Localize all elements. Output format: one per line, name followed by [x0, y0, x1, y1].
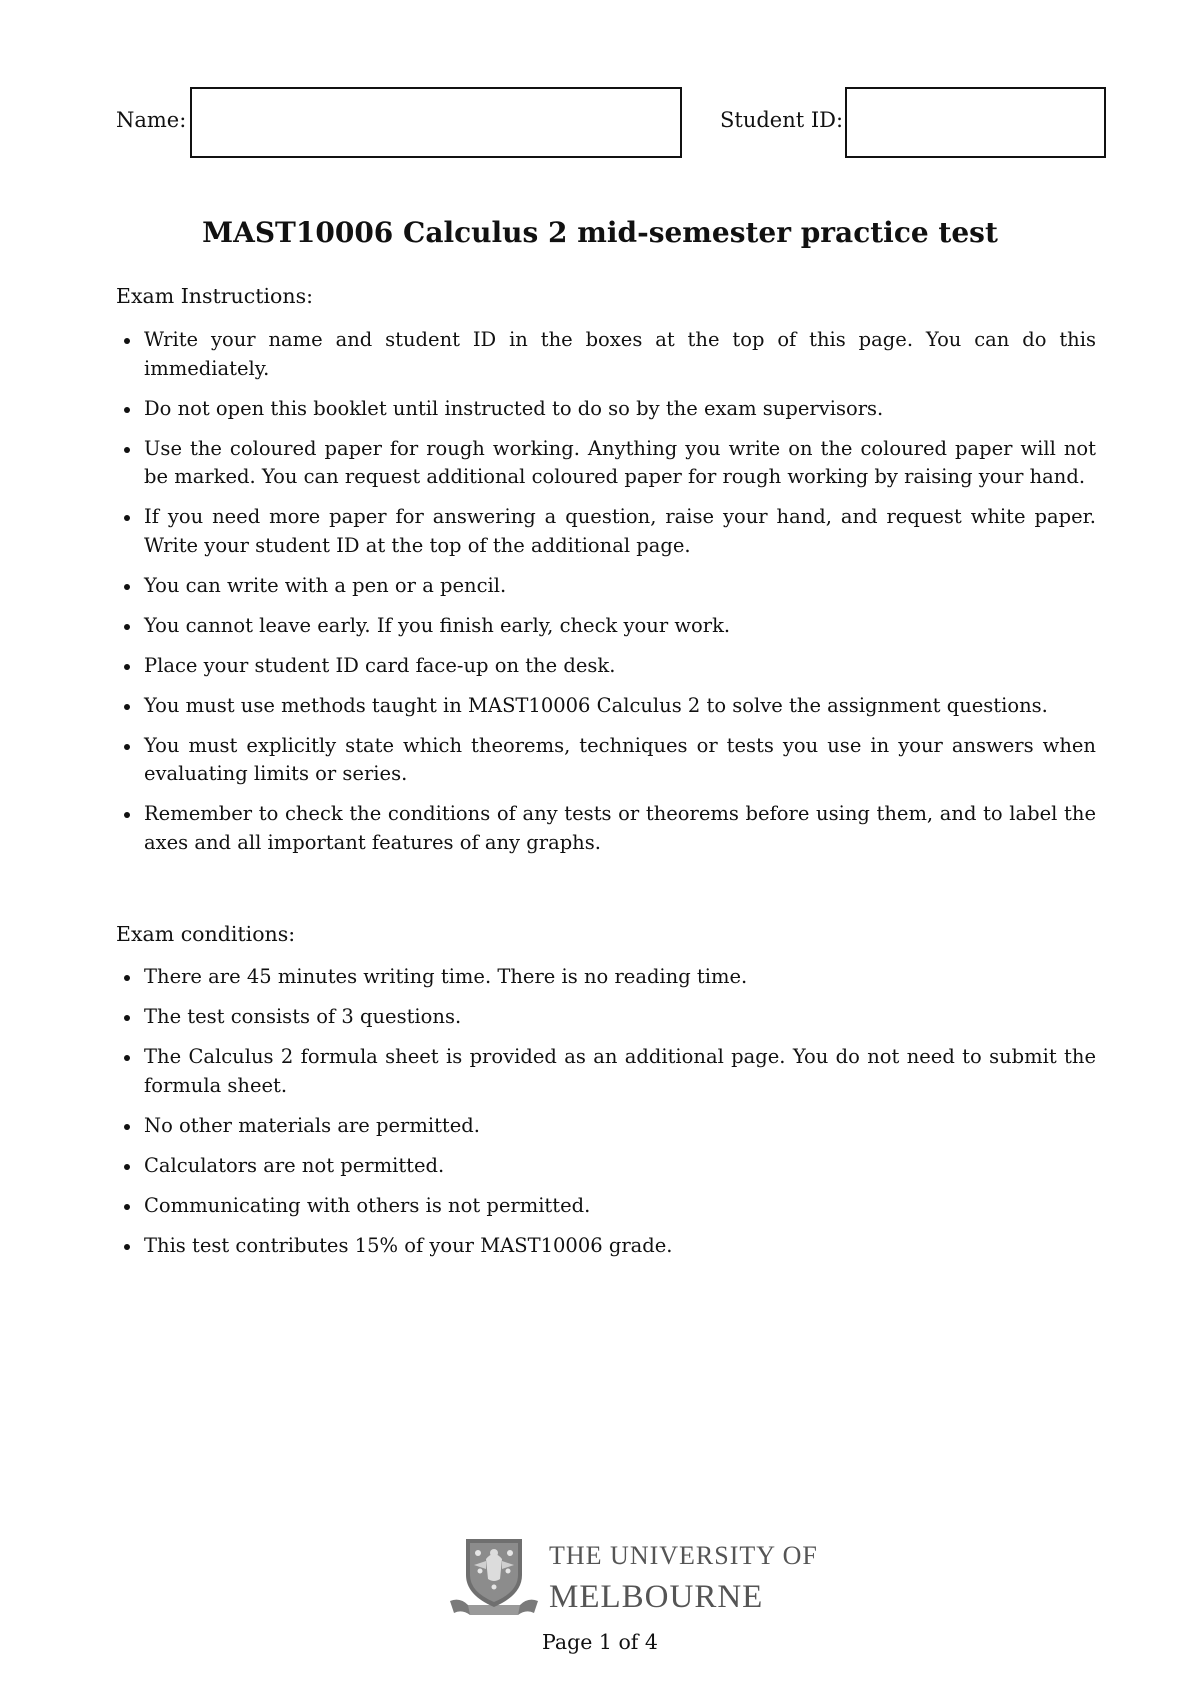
name-field[interactable] [190, 87, 682, 158]
university-crest-icon [446, 1535, 542, 1621]
list-item-text: If you need more paper for answering a question, raise your hand, and request white paper. Write your student ID at the top of the additional page. [144, 505, 1096, 557]
list-item-text: You must explicitly state which theorems, techniques or tests you use in your answers when evaluating limits or series. [144, 733, 1096, 785]
conditions-heading: Exam conditions: [116, 922, 296, 946]
list-item-text: The test consists of 3 questions. [144, 1005, 462, 1028]
list-item [116, 732, 1096, 789]
list-item-text: No other materials are permitted. [144, 1113, 480, 1137]
instructions-heading: Exam Instructions: [116, 284, 314, 308]
list-item [116, 1112, 1096, 1141]
bullet-icon [124, 338, 130, 344]
list-item [116, 652, 1096, 681]
bullet-icon [124, 1164, 130, 1170]
list-item-text: Communicating with others is not permitted. [144, 1193, 591, 1217]
list-item-text: There are 45 minutes writing time. There is no reading time. [144, 965, 748, 988]
list-item [116, 326, 1096, 383]
list-item-text: Place your student ID card face-up on the desk. [144, 653, 616, 677]
page-title: MAST10006 Calculus 2 mid-semester practice test [202, 216, 998, 249]
page-number: Page 1 of 4 [542, 1630, 658, 1654]
bullet-icon [124, 515, 130, 521]
list-item [116, 503, 1096, 560]
bullet-icon [124, 407, 130, 413]
list-item [116, 800, 1096, 857]
list-item [116, 1003, 1096, 1032]
bullet-icon [124, 812, 130, 818]
bullet-icon [124, 1015, 130, 1021]
logo-text-line2: MELBOURNE [549, 1579, 764, 1615]
bullet-icon [124, 1204, 130, 1210]
list-item [116, 395, 1096, 424]
instructions-list [116, 326, 1096, 869]
bullet-icon [124, 744, 130, 750]
list-item-text: You cannot leave early. If you finish early, check your work. [144, 613, 731, 637]
list-item-text: You can write with a pen or a pencil. [144, 573, 507, 597]
bullet-icon [124, 624, 130, 630]
name-label: Name: [116, 108, 187, 132]
list-item [116, 435, 1096, 492]
university-logo [446, 1535, 818, 1621]
list-item-text: Do not open this booklet until instructed to do so by the exam supervisors. [144, 396, 884, 420]
list-item-text: Calculators are not permitted. [144, 1153, 445, 1177]
list-item [116, 1152, 1096, 1181]
list-item [116, 1232, 1096, 1261]
bullet-icon [124, 975, 130, 981]
list-item [116, 1192, 1096, 1221]
bullet-icon [124, 584, 130, 590]
list-item [116, 692, 1096, 721]
bullet-icon [124, 447, 130, 453]
bullet-icon [124, 664, 130, 670]
list-item-text: Use the coloured paper for rough working. Anything you write on the coloured paper will not be marked. You can request additional coloured paper for rough working by raising your hand. [144, 436, 1096, 488]
student-id-field[interactable] [845, 87, 1106, 158]
bullet-icon [124, 704, 130, 710]
conditions-list [116, 963, 1096, 1272]
bullet-icon [124, 1055, 130, 1061]
list-item [116, 1043, 1096, 1100]
list-item [116, 963, 1096, 992]
list-item-text: Remember to check the conditions of any tests or theorems before using them, and to label the axes and all important features of any graphs. [144, 802, 1096, 854]
list-item-text: You must use methods taught in MAST10006 Calculus 2 to solve the assignment questions. [144, 693, 1048, 717]
logo-text-line1: THE UNIVERSITY OF [549, 1541, 818, 1570]
list-item-text: The Calculus 2 formula sheet is provided as an additional page. You do not need to submit the formula sheet. [144, 1045, 1096, 1097]
list-item [116, 612, 1096, 641]
student-id-label: Student ID: [720, 108, 844, 132]
bullet-icon [124, 1244, 130, 1250]
list-item [116, 572, 1096, 601]
list-item-text: Write your name and student ID in the boxes at the top of this page. You can do this immediately. [144, 328, 1096, 380]
bullet-icon [124, 1124, 130, 1130]
list-item-text: This test contributes 15% of your MAST10006 grade. [144, 1233, 673, 1257]
